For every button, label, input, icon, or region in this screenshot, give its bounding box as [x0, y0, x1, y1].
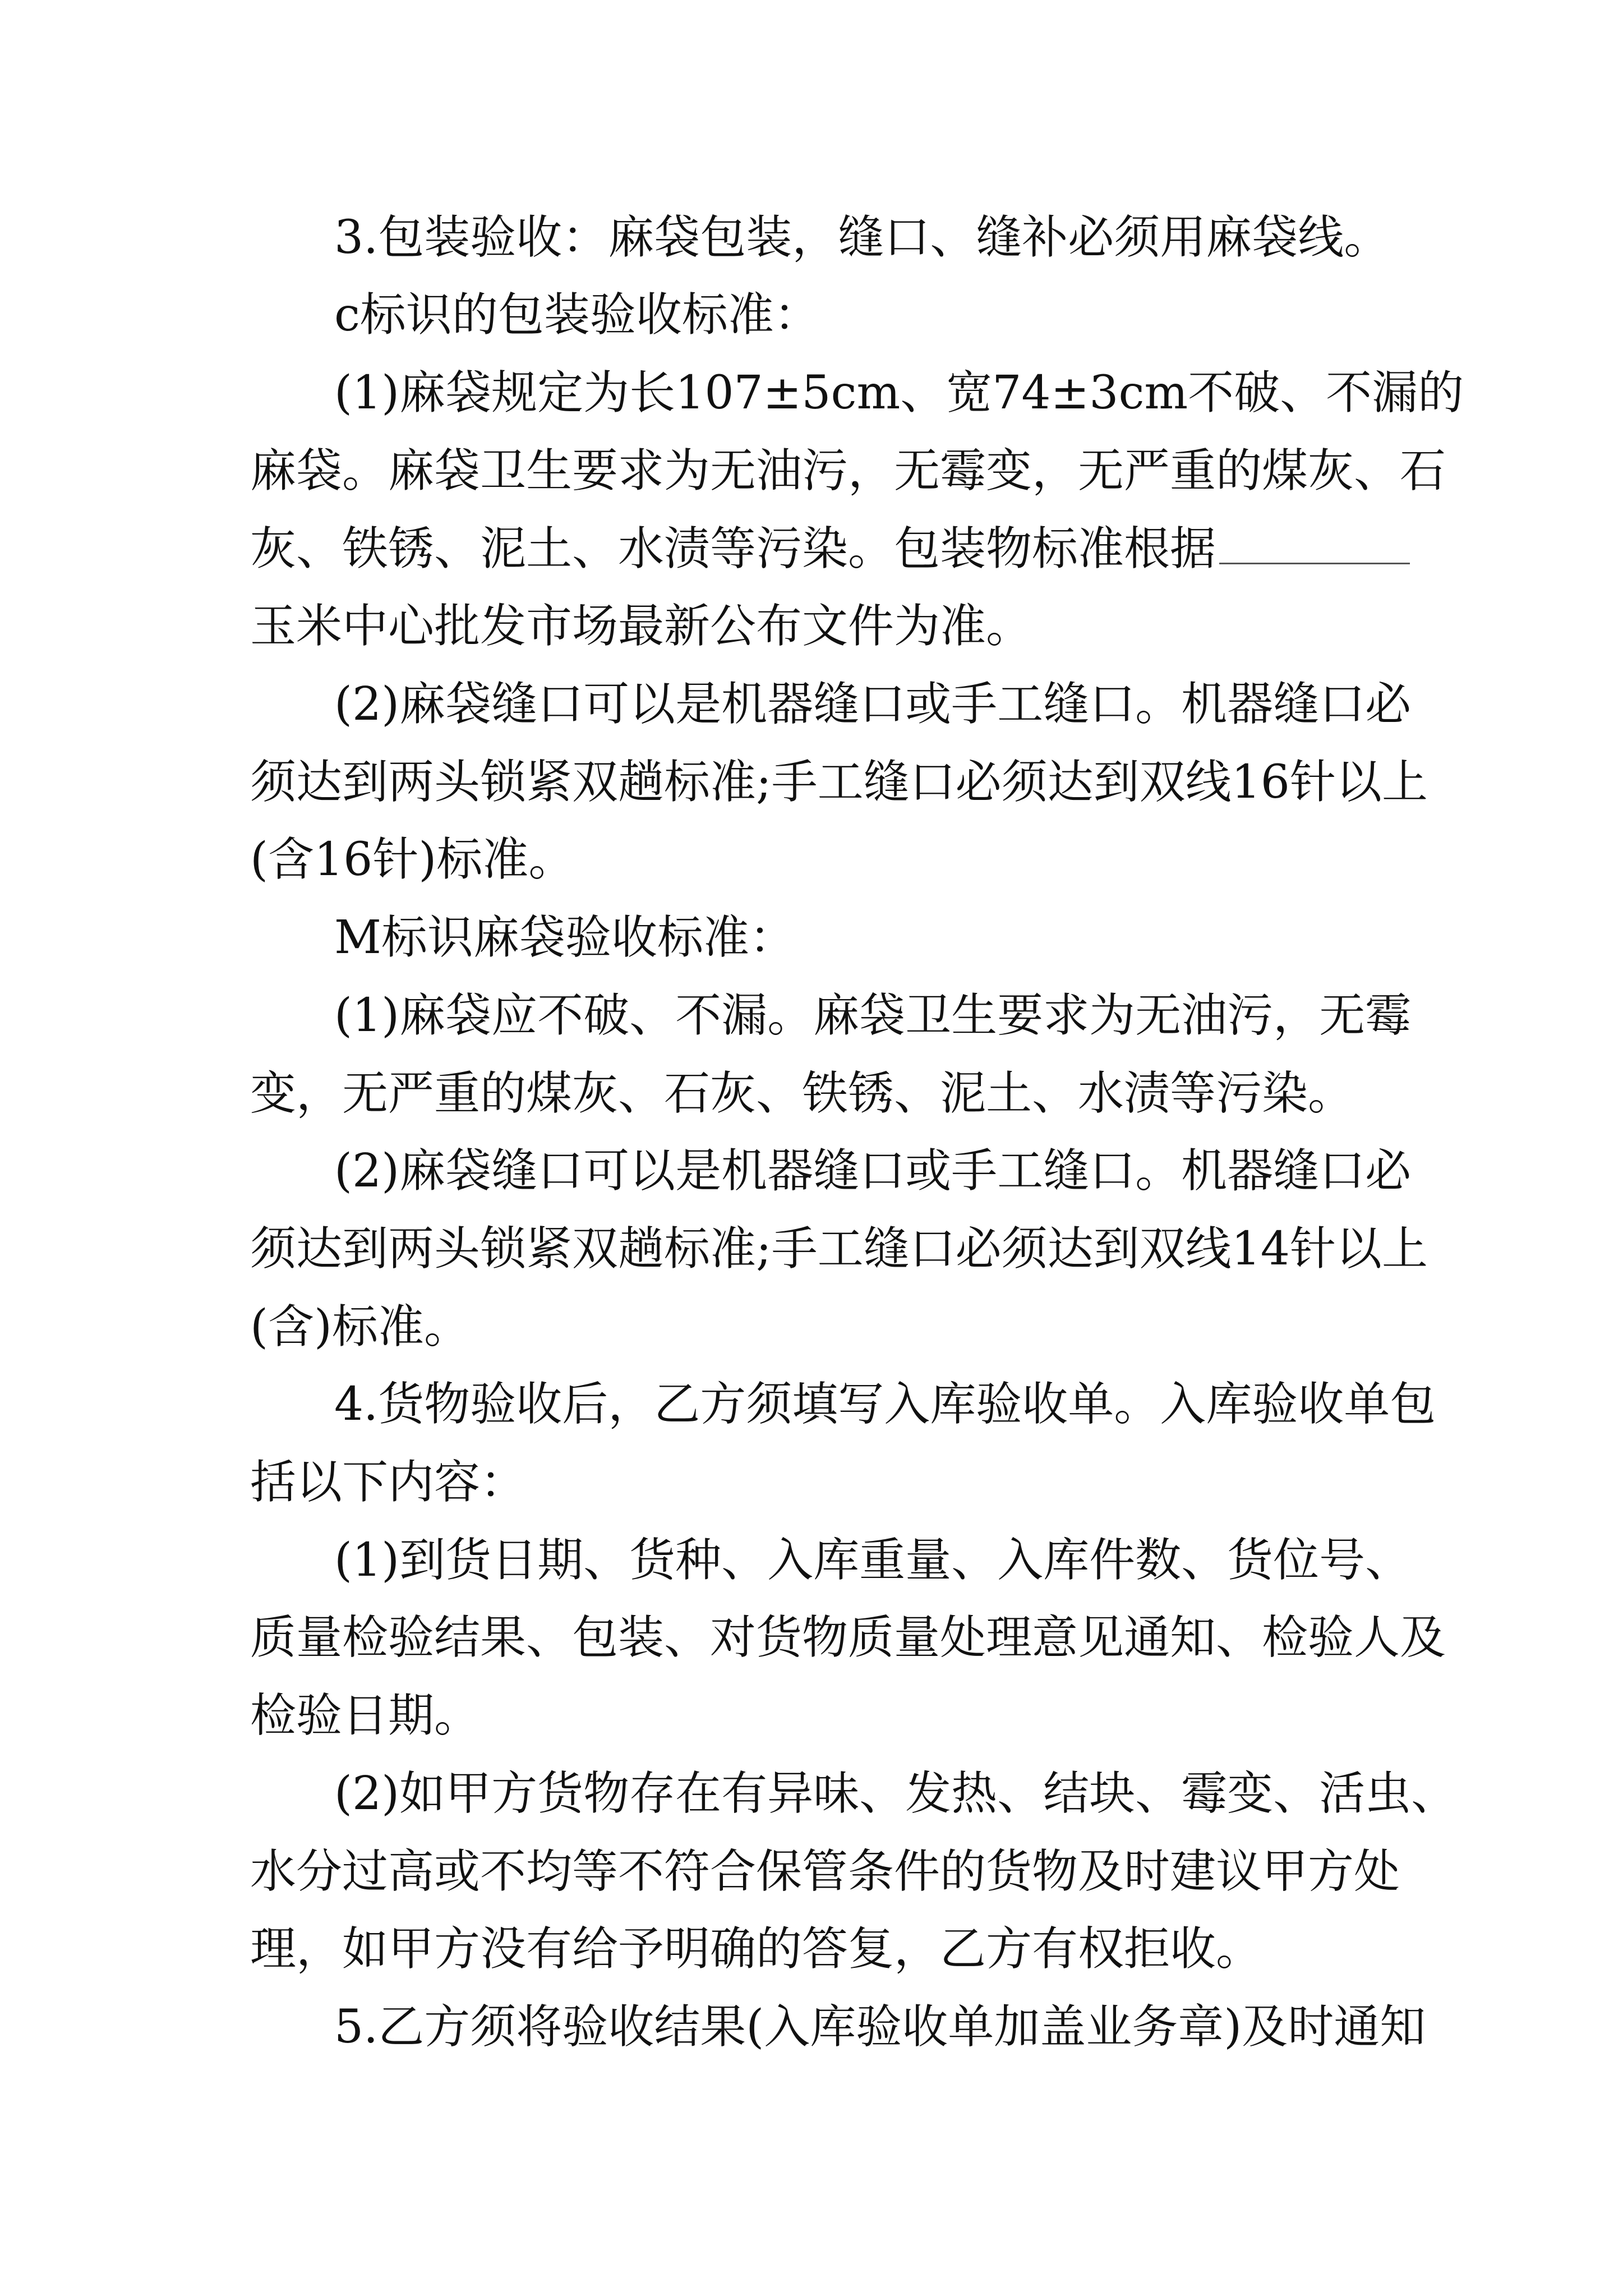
- text-line-9: (含16针)标准。: [250, 833, 575, 886]
- text-line-13: (2)麻袋缝口可以是机器缝口或手工缝口。机器缝口必: [334, 1144, 1412, 1198]
- text-line-19: 质量检验结果、包装、对货物质量处理意见通知、检验人及: [250, 1611, 1446, 1664]
- text-line-1: 3.包装验收：麻袋包装，缝口、缝补必须用麻袋线。: [334, 211, 1390, 264]
- text-line-14: 须达到两头锁紧双趟标准;手工缝口必须达到双线14针以上: [250, 1222, 1428, 1276]
- fill-in-blank: [1219, 523, 1410, 564]
- text-line-16: 4.货物验收后，乙方须填写入库验收单。入库验收单包: [334, 1378, 1436, 1431]
- text-line-8: 须达到两头锁紧双趟标准;手工缝口必须达到双线16针以上: [250, 756, 1428, 809]
- text-line-15: (含)标准。: [250, 1300, 470, 1354]
- text-line-21: (2)如甲方货物存在有异味、发热、结块、霉变、活虫、: [334, 1767, 1458, 1820]
- text-line-2: c标识的包装验收标准：: [334, 288, 820, 342]
- text-line-11: (1)麻袋应不破、不漏。麻袋卫生要求为无油污，无霉: [334, 989, 1412, 1042]
- text-line-17: 括以下内容：: [250, 1456, 527, 1509]
- text-line-5: 灰、铁锈、泥土、水渍等污染。包装物标准根据: [250, 522, 1216, 576]
- text-line-10: M标识麻袋验收标准：: [334, 911, 795, 964]
- text-line-22: 水分过高或不均等不符合保管条件的货物及时建议甲方处: [250, 1845, 1400, 1898]
- text-line-12: 变，无严重的煤灰、石灰、铁锈、泥土、水渍等污染。: [250, 1067, 1354, 1120]
- text-line-5-wrapper: [250, 521, 1410, 577]
- text-line-3: (1)麻袋规定为长107±5cm、宽74±3cm不破、不漏的: [334, 366, 1464, 420]
- text-line-6: 玉米中心批发市场最新公布文件为准。: [250, 600, 1032, 653]
- text-line-20: 检验日期。: [250, 1689, 481, 1742]
- text-line-18: (1)到货日期、货种、入库重量、入库件数、货位号、: [334, 1534, 1412, 1587]
- text-line-4: 麻袋。麻袋卫生要求为无油污，无霉变，无严重的煤灰、石: [250, 444, 1446, 498]
- text-line-7: (2)麻袋缝口可以是机器缝口或手工缝口。机器缝口必: [334, 678, 1412, 731]
- text-line-23: 理，如甲方没有给予明确的答复，乙方有权拒收。: [250, 1922, 1262, 1976]
- text-line-24: 5.乙方须将验收结果(入库验收单加盖业务章)及时通知: [334, 2000, 1426, 2054]
